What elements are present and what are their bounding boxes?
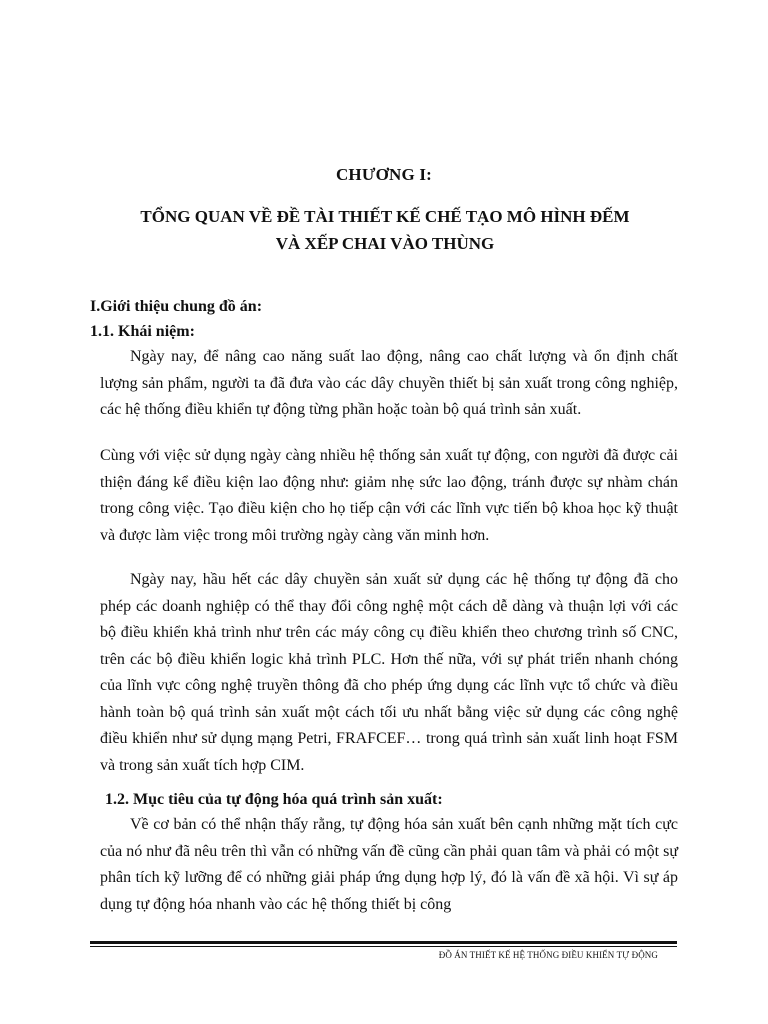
chapter-title-line-1: TỔNG QUAN VỀ ĐỀ TÀI THIẾT KẾ CHẾ TẠO MÔ HÌNH ĐẾM: [140, 207, 630, 226]
section-heading-1-1: 1.1. Khái niệm:: [90, 323, 195, 340]
paragraph-4: Về cơ bản có thể nhận thấy rằng, tự động hóa sản xuất bên cạnh những mặt tích cực của nó như đã nêu trên thì vẫn có những vấn đề cũng cần phải quan tâm và phải có một sự phân tích kỹ lưỡng để có những giải pháp ứng dụng hợp lý, đó là vấn đề xã hội. Vì sự áp dụng tự động hóa nhanh vào các hệ thống thiết bị công: [100, 816, 678, 913]
paragraph-2: Cùng với việc sử dụng ngày càng nhiều hệ thống sản xuất tự động, con người đã được cải thiện đáng kể điều kiện lao động như: giảm nhẹ sức lao động, tránh được sự nhàm chán trong công việc. Tạo điều kiện cho họ tiếp cận với các lĩnh vực tiến bộ khoa học kỹ thuật và được làm việc trong môi trường ngày càng văn minh hơn.: [100, 447, 678, 544]
paragraph-1: Ngày nay, để nâng cao năng suất lao động, nâng cao chất lượng và ổn định chất lượng sản phẩm, người ta đã đưa vào các dây chuyền thiết bị sản xuất trong công nghiệp, các hệ thống điều khiển tự động từng phần hoặc toàn bộ quá trình sản xuất.: [100, 348, 678, 418]
chapter-heading: CHƯƠNG I:: [335, 165, 433, 184]
footer-rule-thin: [90, 946, 677, 947]
paragraph-3: Ngày nay, hầu hết các dây chuyền sản xuất sử dụng các hệ thống tự động đã cho phép các doanh nghiệp có thể thay đổi công nghệ một cách dễ dàng và thuận lợi với các bộ điều khiển khả trình như trên các máy công cụ điều khiển theo chương trình số CNC, trên các bộ điều khiển logic khả trình PLC. Hơn thế nữa, với sự phát triển nhanh chóng của lĩnh vực công nghệ truyền thông đã cho phép ứng dụng các lĩnh vực tổ chức và điều hành toàn bộ quá trình sản xuất một cách tối ưu nhất bằng việc sử dụng các công nghệ điều khiển như sử dụng mạng Petri, FRAFCEF… trong quá trình sản xuất linh hoạt FSM và trong sản xuất tích hợp CIM.: [100, 571, 678, 774]
chapter-title: [60, 203, 710, 257]
page-footer: ĐỒ ÁN THIẾT KẾ HỆ THỐNG ĐIỀU KHIỂN TỰ ĐỘNG: [438, 950, 658, 960]
footer-rule-thick: [90, 941, 677, 944]
section-heading-intro: I.Giới thiệu chung đồ án:: [90, 298, 263, 315]
section-heading-1-2: 1.2. Mục tiêu của tự động hóa quá trình sản xuất:: [105, 791, 443, 808]
chapter-title-line-2: VÀ XẾP CHAI VÀO THÙNG: [275, 234, 495, 253]
